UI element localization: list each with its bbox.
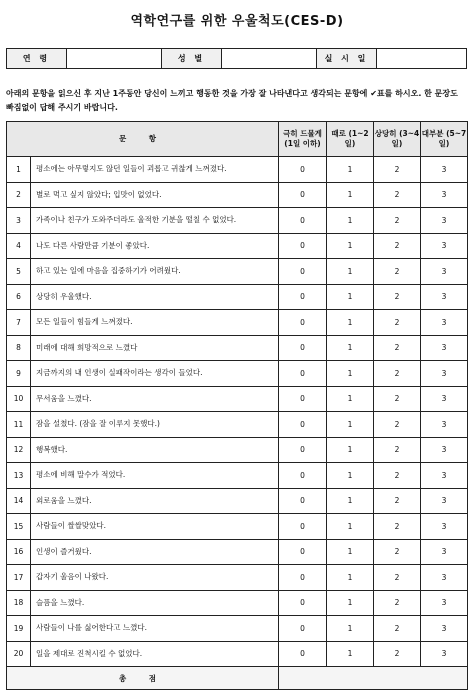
item-number: 15 (7, 514, 31, 540)
item-number: 12 (7, 437, 31, 463)
score-option-2[interactable]: 2 (374, 310, 421, 336)
score-option-3[interactable]: 3 (421, 233, 468, 259)
score-option-1[interactable]: 1 (327, 386, 374, 412)
score-option-2[interactable]: 2 (374, 208, 421, 234)
score-option-1[interactable]: 1 (327, 157, 374, 183)
score-option-3[interactable]: 3 (421, 284, 468, 310)
table-row (7, 463, 468, 489)
score-option-2[interactable]: 2 (374, 233, 421, 259)
item-text: 갑자기 울음이 나왔다. (31, 565, 279, 591)
date-label: 실 시 일 (317, 49, 377, 69)
item-number: 17 (7, 565, 31, 591)
item-text: 일을 제대로 진척시킬 수 없었다. (31, 641, 279, 667)
score-option-1[interactable]: 1 (327, 361, 374, 387)
table-row (7, 182, 468, 208)
score-option-0[interactable]: 0 (279, 233, 327, 259)
item-number: 10 (7, 386, 31, 412)
table-row (7, 386, 468, 412)
item-number: 13 (7, 463, 31, 489)
total-label: 총 점 (7, 667, 279, 690)
age-label: 연 령 (7, 49, 67, 69)
total-score-field[interactable] (279, 667, 468, 690)
score-option-0[interactable]: 0 (279, 463, 327, 489)
score-option-0[interactable]: 0 (279, 182, 327, 208)
score-option-1[interactable]: 1 (327, 539, 374, 565)
table-row (7, 361, 468, 387)
item-number: 11 (7, 412, 31, 438)
score-option-2[interactable]: 2 (374, 361, 421, 387)
score-option-0[interactable]: 0 (279, 437, 327, 463)
score-option-2[interactable]: 2 (374, 386, 421, 412)
item-text: 평소에는 아무렇지도 않던 일들이 괴롭고 귀찮게 느껴졌다. (31, 157, 279, 183)
score-option-2[interactable]: 2 (374, 335, 421, 361)
score-option-3[interactable]: 3 (421, 386, 468, 412)
item-text: 슬픔을 느꼈다. (31, 590, 279, 616)
score-option-3[interactable]: 3 (421, 361, 468, 387)
item-text: 행복했다. (31, 437, 279, 463)
date-field[interactable] (377, 49, 467, 69)
item-number: 16 (7, 539, 31, 565)
score-option-1[interactable]: 1 (327, 233, 374, 259)
score-option-0[interactable]: 0 (279, 412, 327, 438)
score-option-1[interactable]: 1 (327, 437, 374, 463)
score-option-3[interactable]: 3 (421, 463, 468, 489)
score-option-1[interactable]: 1 (327, 616, 374, 642)
item-text: 인생이 즐거웠다. (31, 539, 279, 565)
item-number: 18 (7, 590, 31, 616)
score-option-3[interactable]: 3 (421, 488, 468, 514)
score-option-2[interactable]: 2 (374, 284, 421, 310)
item-text: 별로 먹고 싶지 않았다; 입맛이 없었다. (31, 182, 279, 208)
score-option-0[interactable]: 0 (279, 641, 327, 667)
table-row (7, 412, 468, 438)
item-number: 5 (7, 259, 31, 285)
score-option-1[interactable]: 1 (327, 463, 374, 489)
item-number: 3 (7, 208, 31, 234)
score-option-2[interactable]: 2 (374, 539, 421, 565)
table-row (7, 488, 468, 514)
header-sometimes: 때로 (1~2일) (327, 122, 374, 157)
item-text: 모든 일들이 힘들게 느껴졌다. (31, 310, 279, 336)
score-option-3[interactable]: 3 (421, 565, 468, 591)
score-option-3[interactable]: 3 (421, 208, 468, 234)
item-text: 하고 있는 일에 마음을 집중하기가 어려웠다. (31, 259, 279, 285)
score-option-1[interactable]: 1 (327, 310, 374, 336)
score-option-2[interactable]: 2 (374, 182, 421, 208)
table-row (7, 208, 468, 234)
header-mostly: 대부분 (5~7일) (421, 122, 468, 157)
score-option-2[interactable]: 2 (374, 259, 421, 285)
table-row (7, 616, 468, 642)
score-option-3[interactable]: 3 (421, 259, 468, 285)
score-option-2[interactable]: 2 (374, 514, 421, 540)
score-option-1[interactable]: 1 (327, 182, 374, 208)
item-number: 19 (7, 616, 31, 642)
score-option-0[interactable]: 0 (279, 565, 327, 591)
score-option-2[interactable]: 2 (374, 590, 421, 616)
item-text: 미래에 대해 희망적으로 느꼈다 (31, 335, 279, 361)
item-number: 6 (7, 284, 31, 310)
gender-label: 성 별 (162, 49, 222, 69)
age-field[interactable] (67, 49, 162, 69)
score-option-0[interactable]: 0 (279, 514, 327, 540)
score-option-3[interactable]: 3 (421, 641, 468, 667)
item-text: 사람들이 쌀쌀맞았다. (31, 514, 279, 540)
item-text: 지금까지의 내 인생이 실패작이라는 생각이 들었다. (31, 361, 279, 387)
score-option-2[interactable]: 2 (374, 157, 421, 183)
score-option-0[interactable]: 0 (279, 539, 327, 565)
table-row (7, 233, 468, 259)
instructions: 아래의 문항을 읽으신 후 지난 1주동안 당신이 느끼고 행동한 것을 가장 잘 나타낸다고 생각되는 문항에 ✔표를 하시오. 한 문장도 빠짐없이 답해 주시기 바랍니다. (6, 89, 458, 112)
score-option-1[interactable]: 1 (327, 335, 374, 361)
score-option-2[interactable]: 2 (374, 565, 421, 591)
score-option-2[interactable]: 2 (374, 412, 421, 438)
score-option-3[interactable]: 3 (421, 310, 468, 336)
score-option-1[interactable]: 1 (327, 565, 374, 591)
score-option-1[interactable]: 1 (327, 412, 374, 438)
score-option-3[interactable]: 3 (421, 590, 468, 616)
item-number: 8 (7, 335, 31, 361)
score-option-2[interactable]: 2 (374, 437, 421, 463)
score-option-0[interactable]: 0 (279, 284, 327, 310)
score-option-3[interactable]: 3 (421, 616, 468, 642)
score-option-1[interactable]: 1 (327, 488, 374, 514)
table-row (7, 641, 468, 667)
item-text: 사람들이 나를 싫어한다고 느꼈다. (31, 616, 279, 642)
score-option-1[interactable]: 1 (327, 641, 374, 667)
score-option-3[interactable]: 3 (421, 437, 468, 463)
header-item: 문 항 (7, 122, 279, 157)
item-number: 7 (7, 310, 31, 336)
item-number: 2 (7, 182, 31, 208)
item-text: 무서움을 느꼈다. (31, 386, 279, 412)
score-option-0[interactable]: 0 (279, 157, 327, 183)
score-option-0[interactable]: 0 (279, 590, 327, 616)
score-option-0[interactable]: 0 (279, 616, 327, 642)
item-number: 14 (7, 488, 31, 514)
table-row (7, 335, 468, 361)
score-option-0[interactable]: 0 (279, 208, 327, 234)
item-text: 외로움을 느꼈다. (31, 488, 279, 514)
page-title: 역학연구를 위한 우울척도(CES-D) (130, 14, 344, 29)
item-number: 9 (7, 361, 31, 387)
score-option-1[interactable]: 1 (327, 259, 374, 285)
gender-field[interactable] (222, 49, 317, 69)
score-option-1[interactable]: 1 (327, 514, 374, 540)
score-option-2[interactable]: 2 (374, 488, 421, 514)
score-option-0[interactable]: 0 (279, 386, 327, 412)
header-often: 상당히 (3~4일) (374, 122, 421, 157)
score-option-3[interactable]: 3 (421, 157, 468, 183)
item-text: 나도 다른 사람만큼 기분이 좋았다. (31, 233, 279, 259)
score-option-3[interactable]: 3 (421, 514, 468, 540)
item-text: 상당히 우울했다. (31, 284, 279, 310)
questionnaire-table (6, 121, 468, 690)
score-option-0[interactable]: 0 (279, 310, 327, 336)
score-option-0[interactable]: 0 (279, 259, 327, 285)
score-option-3[interactable]: 3 (421, 182, 468, 208)
table-row (7, 539, 468, 565)
score-option-1[interactable]: 1 (327, 208, 374, 234)
score-option-2[interactable]: 2 (374, 616, 421, 642)
table-row (7, 310, 468, 336)
item-number: 20 (7, 641, 31, 667)
score-option-3[interactable]: 3 (421, 539, 468, 565)
score-option-2[interactable]: 2 (374, 463, 421, 489)
score-option-3[interactable]: 3 (421, 335, 468, 361)
table-row (7, 284, 468, 310)
score-option-1[interactable]: 1 (327, 590, 374, 616)
score-option-1[interactable]: 1 (327, 284, 374, 310)
item-number: 4 (7, 233, 31, 259)
table-row (7, 590, 468, 616)
score-option-0[interactable]: 0 (279, 488, 327, 514)
score-option-0[interactable]: 0 (279, 335, 327, 361)
table-row (7, 565, 468, 591)
table-row (7, 157, 468, 183)
item-text: 잠을 설쳤다. (잠을 잘 이루지 못했다.) (31, 412, 279, 438)
header-rarely: 극히 드물게 (1일 이하) (279, 122, 327, 157)
respondent-info-table (6, 48, 467, 69)
item-text: 평소에 비해 말수가 적었다. (31, 463, 279, 489)
score-option-3[interactable]: 3 (421, 412, 468, 438)
score-option-2[interactable]: 2 (374, 641, 421, 667)
item-text: 가족이나 친구가 도와주더라도 울적한 기분을 떨칠 수 없었다. (31, 208, 279, 234)
item-number: 1 (7, 157, 31, 183)
table-row (7, 259, 468, 285)
score-option-0[interactable]: 0 (279, 361, 327, 387)
table-row (7, 514, 468, 540)
table-row (7, 437, 468, 463)
